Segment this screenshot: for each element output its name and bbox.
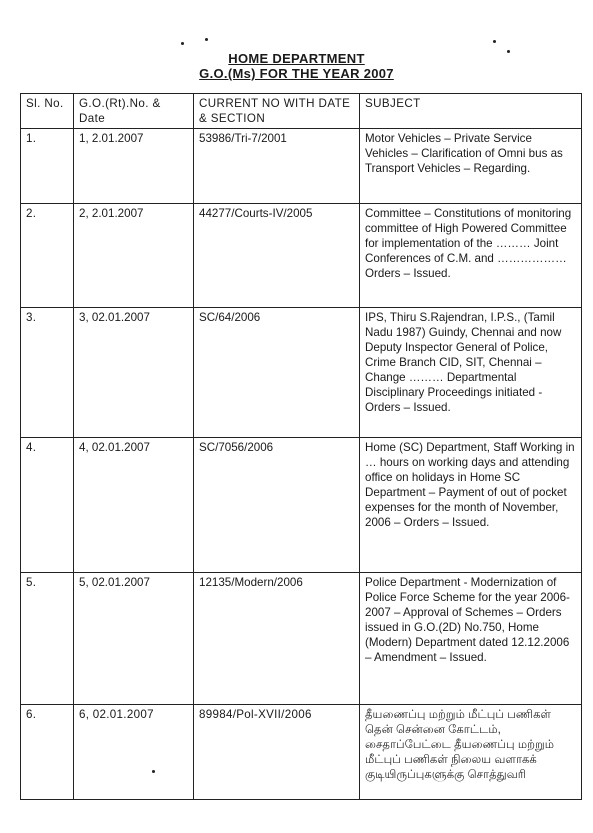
year-heading: G.O.(Ms) FOR THE YEAR 2007 bbox=[199, 66, 394, 81]
current-no-cell: 12135/Modern/2006 bbox=[194, 573, 360, 705]
scan-speck bbox=[181, 42, 184, 45]
sl-no-cell: 5. bbox=[21, 573, 74, 705]
table-row bbox=[21, 573, 582, 705]
col-header-go-no-date: G.O.(Rt).No. & Date bbox=[74, 94, 194, 129]
go-table bbox=[20, 93, 582, 800]
go-no-cell: 3, 02.01.2007 bbox=[74, 308, 194, 438]
scan-speck bbox=[205, 38, 208, 41]
table-row bbox=[21, 204, 582, 308]
col-header-sl-no: Sl. No. bbox=[21, 94, 74, 129]
table-header-row bbox=[21, 94, 582, 129]
table-row bbox=[21, 308, 582, 438]
go-no-cell: 2, 2.01.2007 bbox=[74, 204, 194, 308]
current-no-cell: 89984/Pol-XVII/2006 bbox=[194, 705, 360, 800]
col-header-current-no: CURRENT NO WITH DATE & SECTION bbox=[194, 94, 360, 129]
subject-cell: IPS, Thiru S.Rajendran, I.P.S., (Tamil Nadu 1987) Guindy, Chennai and now Deputy Inspector General of Police, Crime Branch CID, SIT, Chennai – Change ……… Departmental Disciplinary Proceedings initiated - Orders – Issued. bbox=[360, 308, 582, 438]
go-no-cell: 6, 02.01.2007 bbox=[74, 705, 194, 800]
col-header-subject: SUBJECT bbox=[360, 94, 582, 129]
go-no-cell: 1, 2.01.2007 bbox=[74, 129, 194, 204]
sl-no-cell: 4. bbox=[21, 438, 74, 573]
current-no-cell: 53986/Tri-7/2001 bbox=[194, 129, 360, 204]
table-row bbox=[21, 129, 582, 204]
table-row bbox=[21, 705, 582, 800]
go-no-cell: 5, 02.01.2007 bbox=[74, 573, 194, 705]
sl-no-cell: 2. bbox=[21, 204, 74, 308]
subject-cell: Home (SC) Department, Staff Working in … hours on working days and attending office on holidays in Home SC Department – Payment of out of pocket expenses for the month of November, 2006 – Orders – Issued. bbox=[360, 438, 582, 573]
subject-cell: Police Department - Modernization of Police Force Scheme for the year 2006-2007 – Approval of Schemes – Orders issued in G.O.(2D) No.750, Home (Modern) Department dated 12.12.2006 – Amendment – Issued. bbox=[360, 573, 582, 705]
subject-cell: Committee – Constitutions of monitoring committee of High Powered Committee for implementation of the ……… Joint Conferences of C.M. and ……………… Orders – Issued. bbox=[360, 204, 582, 308]
table-row bbox=[21, 438, 582, 573]
scan-speck bbox=[493, 40, 496, 43]
go-no-cell: 4, 02.01.2007 bbox=[74, 438, 194, 573]
subject-cell: தீயணைப்பு மற்றும் மீட்புப் பணிகள் தென் சென்னை கோட்டம், சைதாப்பேட்டை தீயணைப்பு மற்றும் மீட்புப் பணிகள் நிலைய வளாகக் குடியிருப்புகளுக்கு சொத்துவரி bbox=[360, 705, 582, 800]
current-no-cell: SC/64/2006 bbox=[194, 308, 360, 438]
sl-no-cell: 1. bbox=[21, 129, 74, 204]
sl-no-cell: 3. bbox=[21, 308, 74, 438]
current-no-cell: SC/7056/2006 bbox=[194, 438, 360, 573]
department-heading: HOME DEPARTMENT bbox=[228, 51, 365, 66]
sl-no-cell: 6. bbox=[21, 705, 74, 800]
current-no-cell: 44277/Courts-IV/2005 bbox=[194, 204, 360, 308]
subject-cell: Motor Vehicles – Private Service Vehicles – Clarification of Omni bus as Transport Vehicles – Regarding. bbox=[360, 129, 582, 204]
